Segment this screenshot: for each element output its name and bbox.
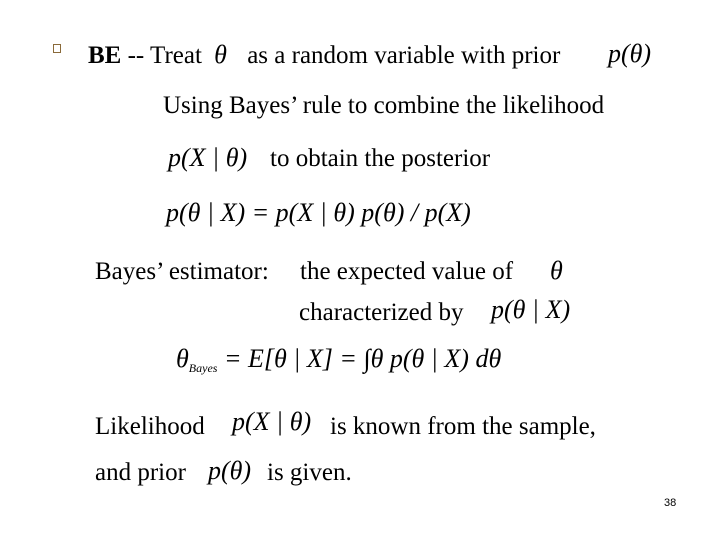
bayes-rule-text: Using Bayes’ rule to combine the likelihood — [163, 92, 605, 119]
theta-symbol-2: θ — [550, 256, 563, 285]
bayes-subscript: Bayes — [188, 361, 218, 375]
page-number: 38 — [664, 497, 677, 509]
prior-formula: p(θ) — [608, 39, 652, 68]
theta-symbol: θ — [214, 40, 227, 69]
posterior-equation: p(θ | X) = p(X | θ) p(θ) / p(X) — [166, 198, 471, 227]
characterized-by-text: characterized by — [299, 299, 464, 326]
posterior-formula: p(θ | X) — [491, 295, 571, 324]
theta-bayes: θ — [176, 344, 189, 373]
bullet-line — [88, 42, 560, 68]
bayes-rhs: = E[θ | X] = ∫θ p(θ | X) dθ — [217, 344, 502, 373]
bullet-square-icon — [53, 44, 61, 53]
bayes-estimator-equation — [176, 346, 501, 374]
prior-label: and prior — [95, 459, 186, 486]
likelihood-formula-2: p(X | θ) — [232, 407, 312, 436]
prior-formula-2: p(θ) — [208, 456, 252, 485]
is-given-text: is given. — [267, 459, 352, 486]
be-label: BE — [88, 42, 122, 69]
random-variable-text: as a random variable with prior — [240, 42, 561, 69]
treat-text: -- Treat — [121, 42, 209, 69]
estimator-label: Bayes’ estimator: — [95, 258, 269, 285]
likelihood-label: Likelihood — [95, 413, 205, 440]
expected-value-text: the expected value of — [300, 258, 514, 285]
likelihood-formula: p(X | θ) — [168, 143, 248, 172]
known-from-sample-text: is known from the sample, — [330, 413, 596, 440]
posterior-text: to obtain the posterior — [270, 145, 491, 172]
